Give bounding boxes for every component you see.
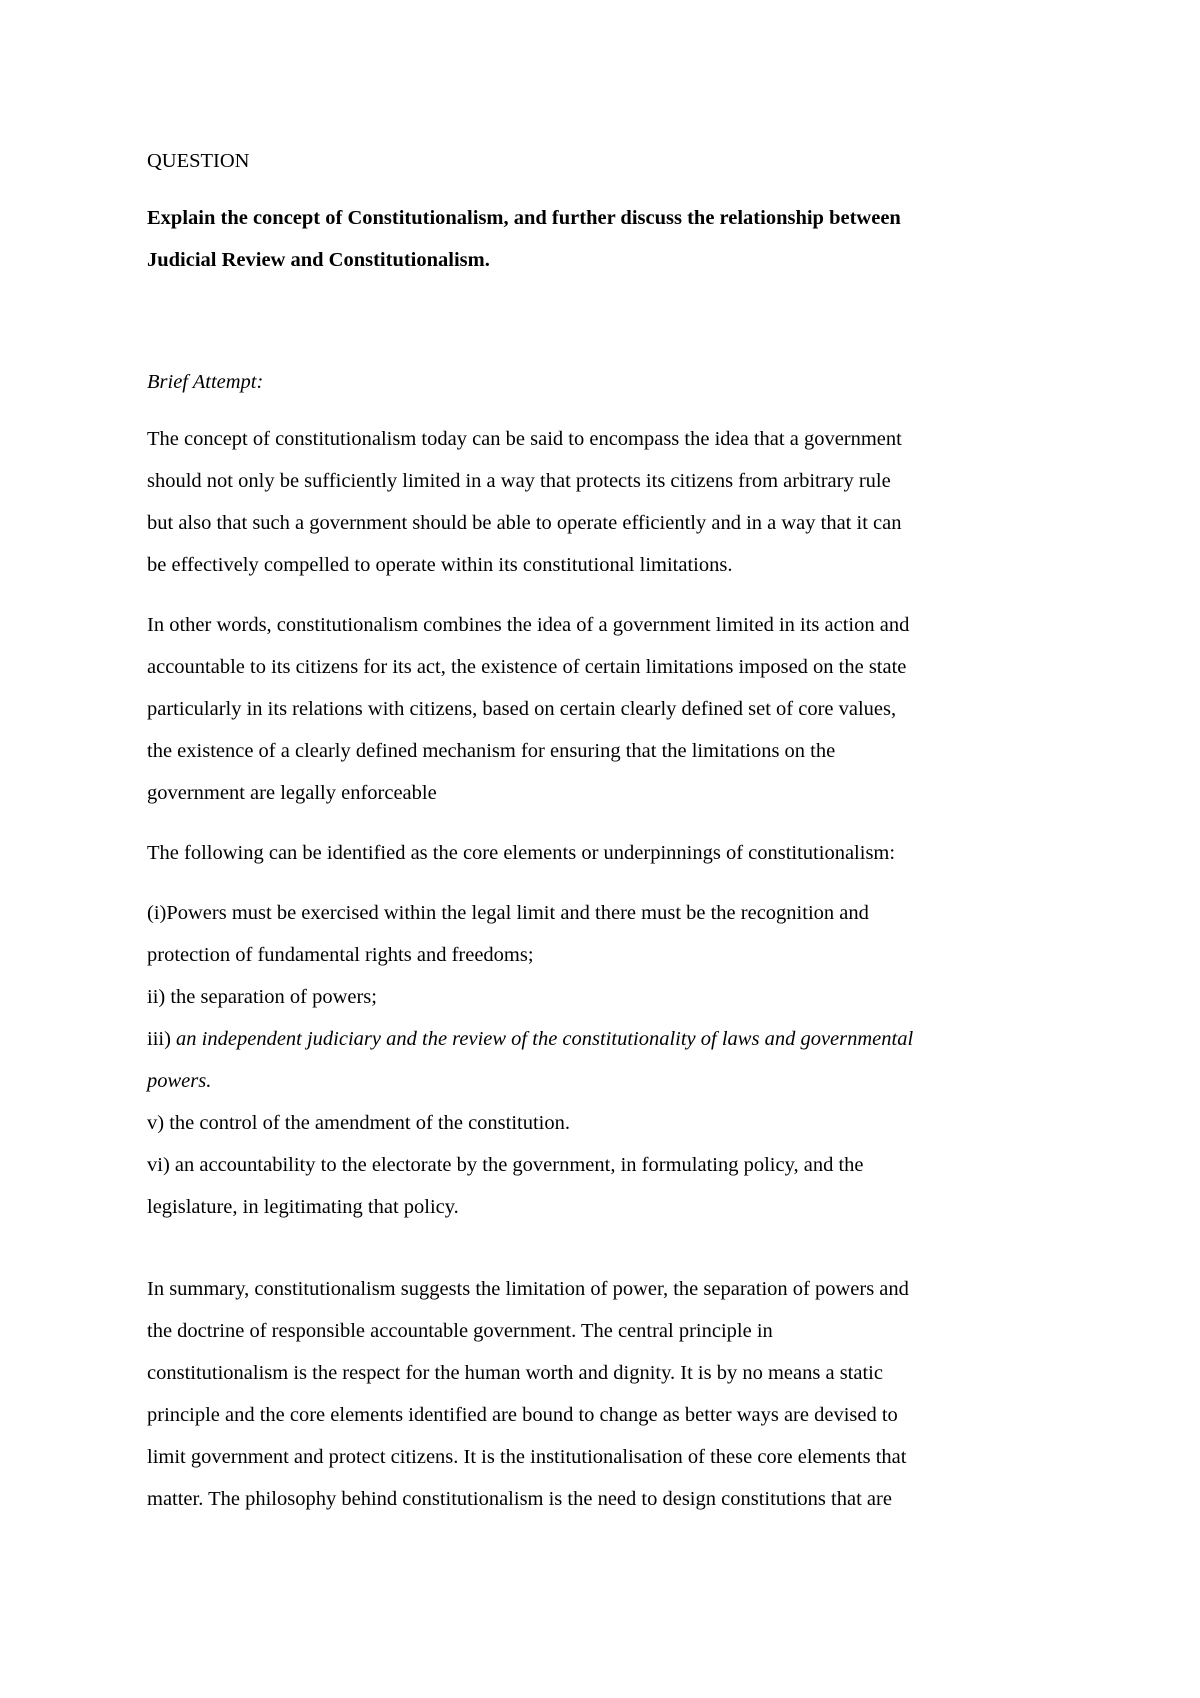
paragraph-line: The following can be identified as the core elements or underpinnings of constitutionalism: xyxy=(147,842,896,864)
list-item-continuation: powers. xyxy=(147,1070,212,1092)
question-block xyxy=(147,197,1077,281)
paragraph-line: In other words, constitutionalism combines the idea of a government limited in its action and xyxy=(147,614,910,636)
attempt-label: Brief Attempt: xyxy=(147,371,264,393)
list-item-continuation: protection of fundamental rights and freedoms; xyxy=(147,944,534,966)
paragraph-line: the existence of a clearly defined mechanism for ensuring that the limitations on the xyxy=(147,740,836,762)
question-line: Explain the concept of Constitutionalism, and further discuss the relationship between xyxy=(147,207,901,229)
paragraph-line: matter. The philosophy behind constitutionalism is the need to design constitutions that are xyxy=(147,1488,892,1510)
question-line: Judicial Review and Constitutionalism. xyxy=(147,249,490,271)
paragraph-line: limit government and protect citizens. It is the institutionalisation of these core elements that xyxy=(147,1446,907,1468)
list-item xyxy=(147,1018,1077,1060)
paragraph-line: should not only be sufficiently limited in a way that protects its citizens from arbitrary rule xyxy=(147,470,891,492)
paragraph-line: accountable to its citizens for its act, the existence of certain limitations imposed on the state xyxy=(147,656,907,678)
paragraph-line: constitutionalism is the respect for the human worth and dignity. It is by no means a static xyxy=(147,1362,883,1384)
paragraph-line: The concept of constitutionalism today can be said to encompass the idea that a government xyxy=(147,428,902,450)
list-item: ii) the separation of powers; xyxy=(147,986,377,1008)
paragraph-line: particularly in its relations with citizens, based on certain clearly defined set of core values, xyxy=(147,698,897,720)
paragraph-line: be effectively compelled to operate within its constitutional limitations. xyxy=(147,554,733,576)
paragraph-line: but also that such a government should be able to operate efficiently and in a way that it can xyxy=(147,512,902,534)
paragraph-line: principle and the core elements identified are bound to change as better ways are devised to xyxy=(147,1404,898,1426)
paragraph-line: the doctrine of responsible accountable government. The central principle in xyxy=(147,1320,773,1342)
list-item: v) the control of the amendment of the constitution. xyxy=(147,1112,570,1134)
list-item-prefix: iii) xyxy=(147,1028,177,1050)
list-item: (i)Powers must be exercised within the legal limit and there must be the recognition and xyxy=(147,902,869,924)
paragraph-4 xyxy=(147,1268,1077,1520)
paragraph-line: government are legally enforceable xyxy=(147,782,437,804)
paragraph-line: In summary, constitutionalism suggests the limitation of power, the separation of powers and xyxy=(147,1278,909,1300)
document-page xyxy=(147,140,1077,1538)
list-item: vi) an accountability to the electorate by the government, in formulating policy, and the xyxy=(147,1154,864,1176)
paragraph-1 xyxy=(147,418,1077,586)
list-item-emphasis: an independent judiciary and the review of the constitutionality of laws and governmental xyxy=(176,1028,914,1050)
paragraph-3 xyxy=(147,832,1077,874)
document-heading: QUESTION xyxy=(147,150,250,172)
list-item-continuation: legislature, in legitimating that policy. xyxy=(147,1196,459,1218)
core-elements-list xyxy=(147,892,1077,1228)
paragraph-2 xyxy=(147,604,1077,814)
